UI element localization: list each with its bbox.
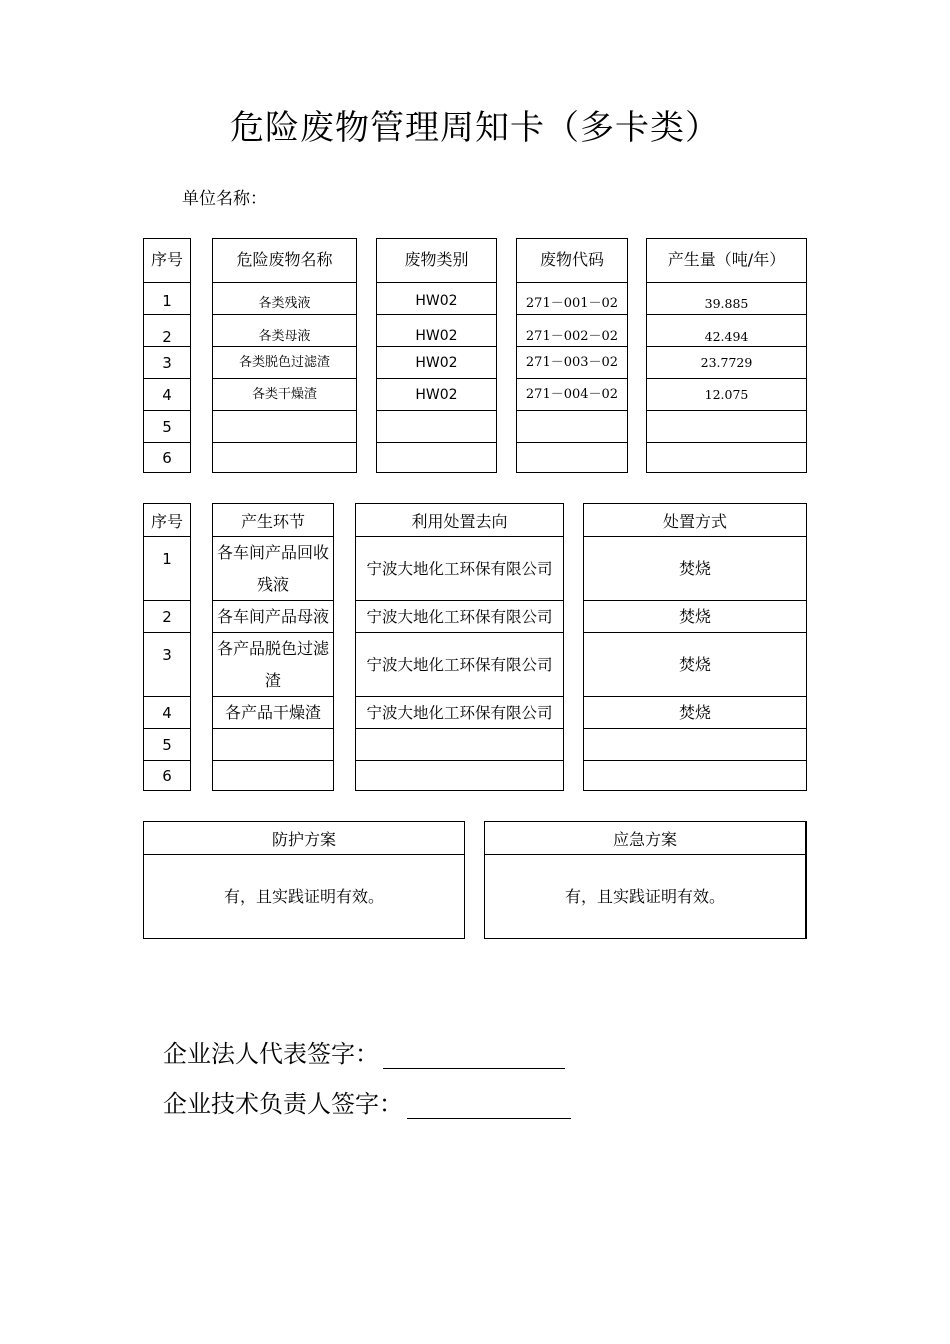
t1-seq-2: 2 <box>144 314 190 346</box>
t1-col-category <box>376 238 497 473</box>
t1-seq-5: 5 <box>144 410 190 442</box>
t2-seq-5: 5 <box>144 728 190 760</box>
t1-seq-6: 6 <box>144 442 190 472</box>
t1-amount-4: 12.075 <box>647 378 806 410</box>
t1-amount-3: 23.7729 <box>647 346 806 378</box>
t2-stage-4: 各产品干燥渣 <box>213 696 333 728</box>
t2-destination-5 <box>356 728 563 760</box>
t2-destination-2: 宁波大地化工环保有限公司 <box>356 600 563 632</box>
t2-stage-2: 各车间产品母液 <box>213 600 333 632</box>
legal-rep-signature-label: 企业法人代表签字： <box>163 1040 379 1068</box>
t2-header-seq: 序号 <box>150 512 183 531</box>
tech-lead-signature-line[interactable] <box>407 1096 571 1119</box>
t1-name-5 <box>213 410 356 442</box>
t2-seq-4: 4 <box>144 696 190 728</box>
t2-stage-1-line1: 各车间产品回收 <box>216 542 329 562</box>
t2-stage-3-line1: 各产品脱色过滤 <box>216 638 329 658</box>
t1-category-3: HW02 <box>377 346 496 378</box>
t1-amount-2: 42.494 <box>647 314 806 346</box>
t1-name-6 <box>213 442 356 472</box>
t1-code-2: 271－002－02 <box>517 314 627 346</box>
t2-seq-2: 2 <box>144 600 190 632</box>
t2-header-destination: 利用处置去向 <box>411 512 508 531</box>
emergency-plan-header: 应急方案 <box>612 830 677 849</box>
t1-header-code: 废物代码 <box>539 250 604 269</box>
t2-method-6 <box>584 760 806 790</box>
t1-name-3: 各类脱色过滤渣 <box>213 346 356 378</box>
protection-plan-content: 有，且实践证明有效。 <box>144 854 464 938</box>
t2-method-4: 焚烧 <box>584 696 806 728</box>
t1-col-name <box>212 238 357 473</box>
t1-amount-6 <box>647 442 806 472</box>
t2-seq-3: 3 <box>144 632 190 696</box>
t1-code-3: 271－003－02 <box>517 346 627 378</box>
t2-col-seq <box>143 503 191 791</box>
t1-col-code <box>516 238 628 473</box>
t1-code-1: 271－001－02 <box>517 282 627 314</box>
t2-method-3: 焚烧 <box>584 632 806 696</box>
page-title: 危险废物管理周知卡（多卡类） <box>230 108 720 148</box>
t2-col-stage <box>212 503 334 791</box>
t2-col-destination <box>355 503 564 791</box>
t2-seq-6: 6 <box>144 760 190 790</box>
t1-category-5 <box>377 410 496 442</box>
t1-category-2: HW02 <box>377 314 496 346</box>
t1-col-amount <box>646 238 807 473</box>
t1-name-4: 各类干燥渣 <box>213 378 356 410</box>
t1-seq-3: 3 <box>144 346 190 378</box>
t1-category-1: HW02 <box>377 282 496 314</box>
emergency-plan-box <box>484 821 807 939</box>
tech-lead-signature <box>163 1084 571 1119</box>
protection-plan-box <box>143 821 465 939</box>
t1-category-4: HW02 <box>377 378 496 410</box>
t1-header-category: 废物类别 <box>404 250 469 269</box>
t1-name-2: 各类母液 <box>213 314 356 346</box>
t1-code-6 <box>517 442 627 472</box>
t2-destination-3: 宁波大地化工环保有限公司 <box>356 632 563 696</box>
t1-header-name: 危险废物名称 <box>236 250 333 269</box>
emergency-plan-content: 有，且实践证明有效。 <box>485 854 805 938</box>
t2-method-2: 焚烧 <box>584 600 806 632</box>
t2-header-method: 处置方式 <box>662 512 727 531</box>
t1-category-6 <box>377 442 496 472</box>
t2-destination-4: 宁波大地化工环保有限公司 <box>356 696 563 728</box>
t1-code-5 <box>517 410 627 442</box>
legal-rep-signature-line[interactable] <box>383 1046 565 1069</box>
t2-stage-1 <box>213 536 333 600</box>
t1-seq-1: 1 <box>144 282 190 314</box>
t1-amount-1: 39.885 <box>647 282 806 314</box>
legal-rep-signature <box>163 1034 565 1069</box>
t2-method-5 <box>584 728 806 760</box>
protection-plan-header: 防护方案 <box>271 830 336 849</box>
t2-stage-5 <box>213 728 333 760</box>
t1-col-seq <box>143 238 191 473</box>
t2-col-method <box>583 503 807 791</box>
t2-destination-6 <box>356 760 563 790</box>
tech-lead-signature-label: 企业技术负责人签字： <box>163 1090 403 1118</box>
t2-header-stage: 产生环节 <box>240 512 305 531</box>
t1-seq-4: 4 <box>144 378 190 410</box>
t2-seq-1: 1 <box>144 536 190 600</box>
t1-amount-5 <box>647 410 806 442</box>
t1-header-amount: 产生量（吨/年） <box>667 250 786 269</box>
t2-method-1: 焚烧 <box>584 536 806 600</box>
t2-stage-3-line2: 渣 <box>264 670 281 690</box>
t2-stage-6 <box>213 760 333 790</box>
t1-code-4: 271－004－02 <box>517 378 627 410</box>
t2-stage-1-line2: 残液 <box>256 574 289 594</box>
t2-destination-1: 宁波大地化工环保有限公司 <box>356 536 563 600</box>
t1-name-1: 各类残液 <box>213 282 356 314</box>
unit-name-label: 单位名称： <box>182 189 267 209</box>
t2-stage-3 <box>213 632 333 696</box>
t1-header-seq: 序号 <box>150 250 183 269</box>
